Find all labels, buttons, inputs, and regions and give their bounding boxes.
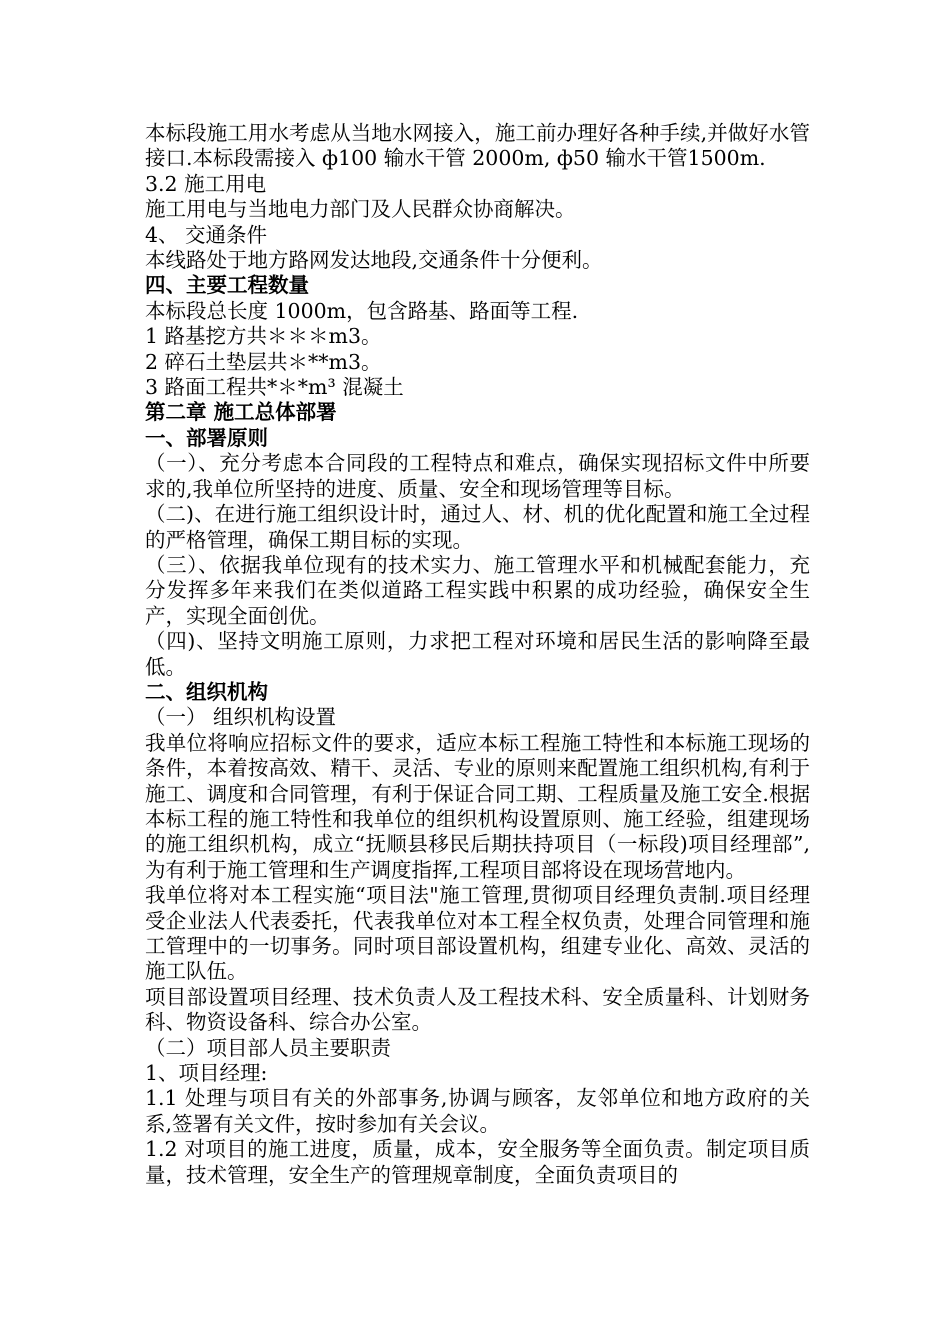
paragraph-power-supply: 施工用电与当地电力部门及人民群众协商解决。 [145,197,576,222]
heading-4-traffic: 4、 交通条件 [145,222,268,247]
list-item-pavement: 3 路面工程共*＊*m³ 混凝土 [145,375,404,400]
chapter-title: 第二章 施工总体部署 [145,400,337,425]
list-heading-project-manager: 1、项目经理: [145,1061,268,1086]
heading-organization: 二、组织机构 [145,679,268,704]
paragraph-duty-1-2: 1.2 对项目的施工进度，质量，成本，安全服务等全面负责。制定项目质量，技术管理，安全生产的管理规章制度，全面负责项目的 [145,1137,810,1187]
heading-main-quantities: 四、主要工程数量 [145,273,309,298]
paragraph-principle-4: （四)、坚持文明施工原则，力求把工程对环境和居民生活的影响降至最低。 [145,629,810,679]
paragraph-duty-1-1: 1.1 处理与项目有关的外部事务,协调与顾客，友邻单位和地方政府的关系,签署有关文件，按时参加有关会议。 [145,1086,810,1136]
paragraph-total-length: 本标段总长度 1000m，包含路基、路面等工程. [145,298,579,323]
subheading-org-setup: （一） 组织机构设置 [145,705,337,730]
paragraph-principle-3: （三）、依据我单位现有的技术实力、施工管理水平和机械配套能力，充分发挥多年来我们在类似道路工程实践中积累的成功经验，确保安全生产，实现全面创优。 [145,552,810,628]
list-item-excavation: 1 路基挖方共＊＊＊m3。 [145,324,382,349]
heading-3-2-power: 3.2 施工用电 [145,171,267,196]
paragraph-project-method: 我单位将对本工程实施“项目法"施工管理,贯彻项目经理负责制.项目经理受企业法人代表委托，代表我单位对本工程全权负责，处理合同管理和施工管理中的一切事务。同时项目部设置机构，组建专业化、高效、灵活的施工队伍。 [145,883,810,984]
document-body [145,121,810,1188]
heading-principles: 一、部署原则 [145,425,268,450]
paragraph-org-setup: 我单位将响应招标文件的要求，适应本标工程施工特性和本标施工现场的条件，本着按高效、精干、灵活、专业的原则来配置施工组织机构,有利于施工、调度和合同管理，有利于保证合同工期、工程质量及施工安全.根据本标工程的施工特性和我单位的组织机构设置原则、施工经验，组建现场的施工组织机构，成立“抚顺县移民后期扶持项目（一标段)项目经理部”,为有利于施工管理和生产调度指挥,工程项目部将设在现场营地内。 [145,730,810,882]
paragraph-water-supply: 本标段施工用水考虑从当地水网接入，施工前办理好各种手续,并做好水管接口.本标段需接入 ф100 输水干管 2000m, ф50 输水干管1500m. [145,121,810,171]
paragraph-principle-1: （一）、充分考虑本合同段的工程特点和难点，确保实现招标文件中所要求的,我单位所坚持的进度、质量、安全和现场管理等目标。 [145,451,810,501]
subheading-duties: （二）项目部人员主要职责 [145,1035,391,1060]
paragraph-principle-2: （二)、在进行施工组织设计时，通过人、材、机的优化配置和施工全过程的严格管理，确保工期目标的实现。 [145,502,810,552]
paragraph-departments: 项目部设置项目经理、技术负责人及工程技术科、安全质量科、计划财务科、物资设备科、综合办公室。 [145,984,810,1035]
paragraph-traffic: 本线路处于地方路网发达地段,交通条件十分便利。 [145,248,603,273]
list-item-gravel-layer: 2 碎石土垫层共＊**m3。 [145,349,382,374]
